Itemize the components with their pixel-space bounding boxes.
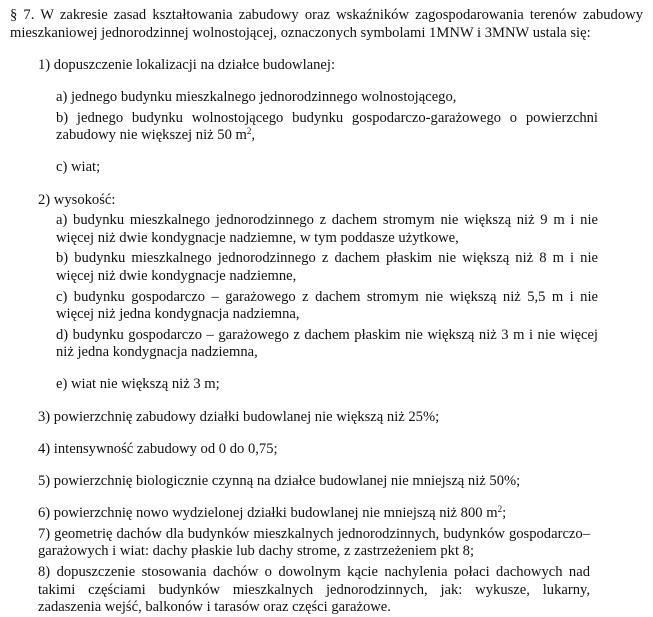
item-2: 2) wysokość:: [38, 191, 116, 208]
item-1b-after: ,: [251, 127, 256, 144]
item-6-text: 6) powierzchnię nowo wydzielonej działki budowlanej nie mniejszą niż 800 m: [38, 505, 498, 522]
item-7: 7) geometrię dachów dla budynków mieszkalnych jednorodzinnych, budynków gospodarczo–garażowych i wiat: dachy płaskie lub dachy strome, z zastrzeżeniem pkt 8;: [38, 525, 590, 560]
item-6-sup: 2: [497, 504, 503, 515]
item-1a: a) jednego budynku mieszkalnego jednorodzinnego wolnostojącego,: [56, 88, 457, 105]
item-2e: e) wiat nie większą niż 3 m;: [56, 376, 220, 393]
item-4: 4) intensywność zabudowy od 0 do 0,75;: [38, 440, 278, 457]
item-1c: c) wiat;: [56, 159, 101, 176]
item-1b-text: b) jednego budynku wolnostojącego budynku gospodarczo-garażowego o powierzchni zabudowy nie większej niż 50 m: [56, 109, 598, 144]
item-2d: d) budynku gospodarczo – garażowego z dachem płaskim nie większą niż 3 m i nie więcej niż jedna kondygnacja nadziemna,: [56, 326, 598, 361]
item-3: 3) powierzchnię zabudowy działki budowlanej nie większą niż 25%;: [38, 408, 440, 425]
item-1: 1) dopuszczenie lokalizacji na działce budowlanej:: [38, 56, 336, 73]
item-1b-sup: 2: [246, 126, 252, 137]
item-5: 5) powierzchnię biologicznie czynną na działce budowlanej nie mniejszą niż 50%;: [38, 473, 521, 490]
item-2a: a) budynku mieszkalnego jednorodzinnego z dachem stromym nie większą niż 9 m i nie więcej niż dwie kondygnacje nadziemne, w tym poddasze użytkowe,: [56, 212, 598, 246]
item-1b: [56, 110, 598, 145]
item-6-after: ;: [502, 505, 507, 522]
item-6: [38, 505, 643, 523]
section-intro: § 7. W zakresie zasad kształtowania zabudowy oraz wskaźników zagospodarowania terenów zabudowy mieszkaniowej jednorodzinnej wolnostojącej, oznaczonych symbolami 1MNW i 3MNW ustala się:: [10, 7, 643, 41]
item-8: 8) dopuszczenie stosowania dachów o dowolnym kącie nachylenia połaci dachowych nad takimi częściami budynków mieszkalnych jednorodzinnych, jak: wykusze, lukarny, zadaszenia wejść, balkonów i tarasów oraz części garażowe.: [38, 564, 590, 616]
item-2b: b) budynku mieszkalnego jednorodzinnego z dachem płaskim nie większą niż 8 m i nie więcej niż dwie kondygnacje nadziemne,: [56, 250, 598, 284]
item-2c: c) budynku gospodarczo – garażowego z dachem stromym nie większą niż 5,5 m i nie więcej niż jedna kondygnacja nadziemna,: [56, 288, 598, 323]
